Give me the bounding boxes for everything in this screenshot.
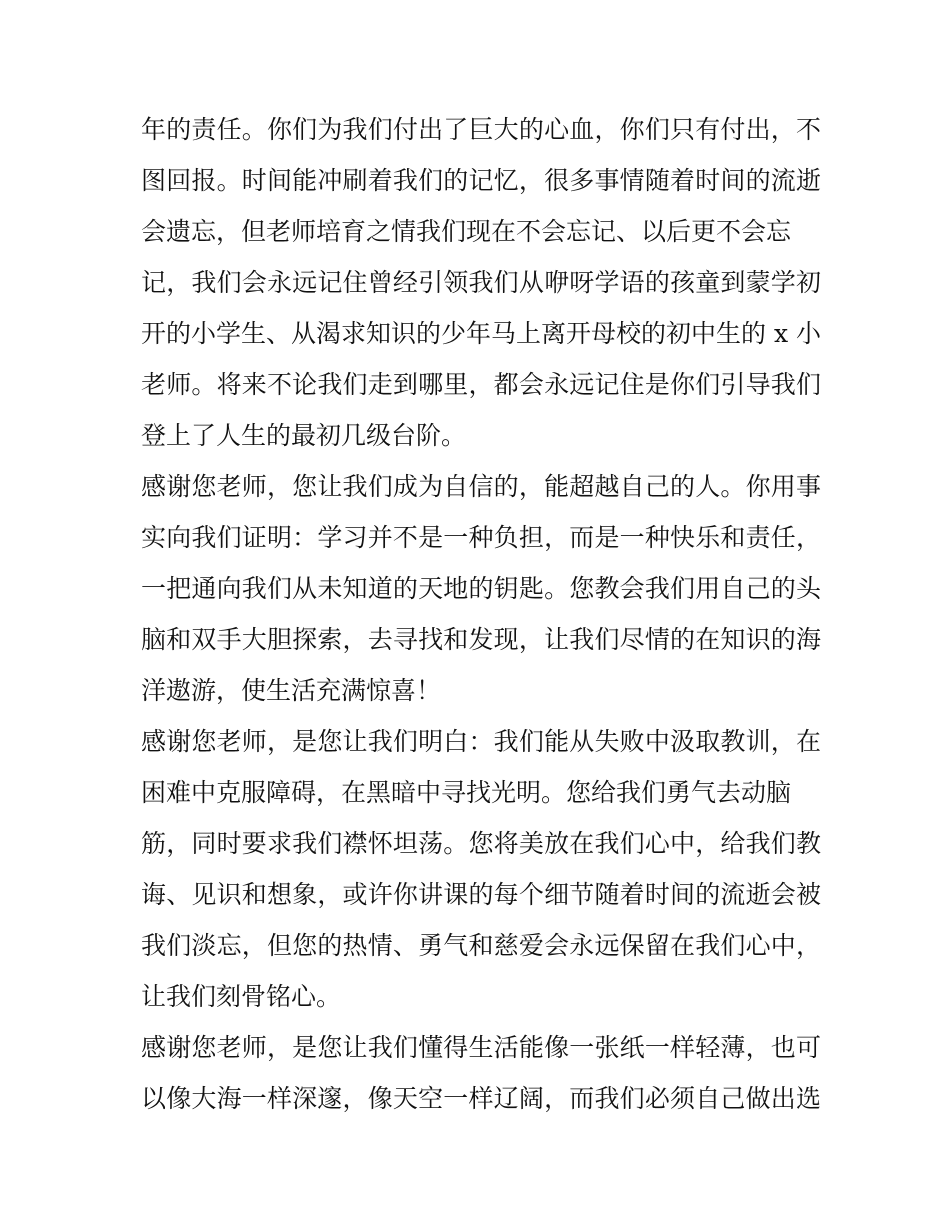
text-line-2: 图回报。时间能冲刷着我们的记忆，很多事情随着时间的流逝 — [141, 166, 821, 195]
text-line-20: 以像大海一样深邃，像天空一样辽阔，而我们必须自己做出选 — [141, 1084, 821, 1113]
text-line-1: 年的责任。你们为我们付出了巨大的心血，你们只有付出，不 — [141, 115, 821, 144]
text-line-4: 记，我们会永远记住曾经引领我们从咿呀学语的孩童到蒙学初 — [141, 268, 821, 297]
text-line-5: 开的小学生、从渴求知识的少年马上离开母校的初中生的 x 小 — [141, 319, 821, 348]
text-line-8: 感谢您老师，您让我们成为自信的，能超越自己的人。你用事 — [141, 472, 821, 501]
text-line-16: 诲、见识和想象，或许你讲课的每个细节随着时间的流逝会被 — [141, 880, 821, 909]
text-line-15: 筋，同时要求我们襟怀坦荡。您将美放在我们心中，给我们教 — [141, 829, 821, 858]
text-line-18: 让我们刻骨铭心。 — [141, 982, 342, 1011]
text-line-3: 会遗忘，但老师培育之情我们现在不会忘记、以后更不会忘 — [141, 217, 792, 246]
text-line-19: 感谢您老师，是您让我们懂得生活能像一张纸一样轻薄，也可 — [141, 1033, 821, 1062]
text-line-10: 一把通向我们从未知道的天地的钥匙。您教会我们用自己的头 — [141, 574, 821, 603]
body-text — [141, 104, 821, 1124]
text-line-6: 老师。将来不论我们走到哪里，都会永远记住是你们引导我们 — [141, 370, 821, 399]
text-line-7: 登上了人生的最初几级台阶。 — [141, 421, 467, 450]
text-line-11: 脑和双手大胆探索，去寻找和发现，让我们尽情的在知识的海 — [141, 625, 821, 654]
text-line-14: 困难中克服障碍，在黑暗中寻找光明。您给我们勇气去动脑 — [141, 778, 792, 807]
text-line-12: 洋遨游，使生活充满惊喜！ — [141, 676, 442, 705]
text-line-13: 感谢您老师，是您让我们明白：我们能从失败中汲取教训，在 — [141, 727, 821, 756]
text-line-17: 我们淡忘，但您的热情、勇气和慈爱会永远保留在我们心中， — [141, 931, 821, 960]
text-line-9: 实向我们证明：学习并不是一种负担，而是一种快乐和责任， — [141, 523, 821, 552]
